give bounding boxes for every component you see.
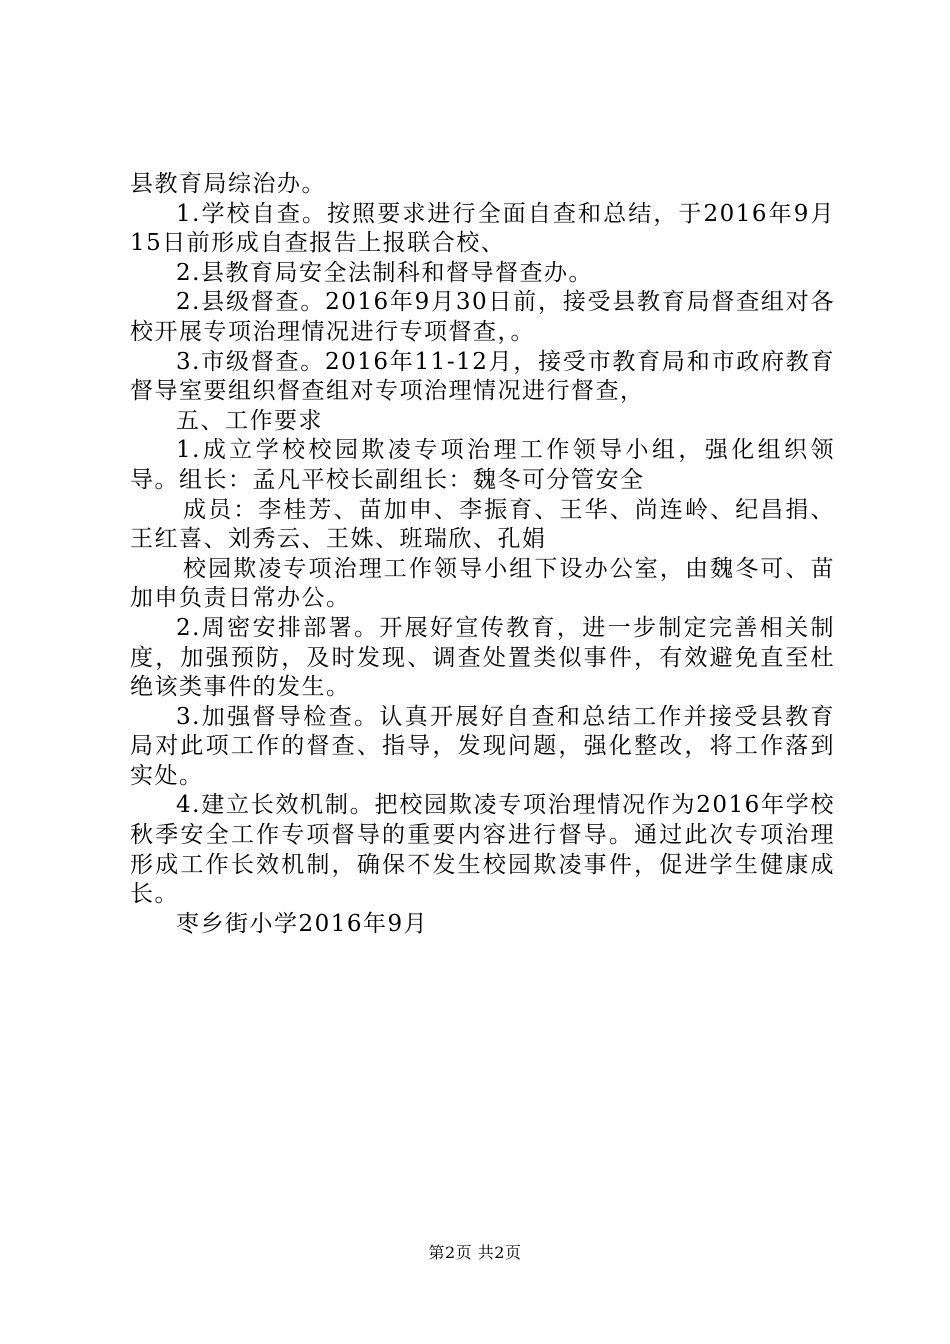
paragraph-leading-group: 1.成立学校校园欺凌专项治理工作领导小组，强化组织领导。组长：孟凡平校长副组长：魏冬可分管安全 <box>130 437 835 493</box>
paragraph-long-term-mechanism: 4.建立长效机制。把校园欺凌专项治理情况作为2016年学校秋季安全工作专项督导的重要内容进行督导。通过此次专项治理形成工作长效机制，确保不发生校园欺凌事件，促进学生健康成长。 <box>130 792 835 908</box>
paragraph-continuation: 县教育局综治办。 <box>130 171 326 197</box>
document-body <box>130 170 835 939</box>
section-heading-work-requirements: 五、工作要求 <box>176 407 323 434</box>
paragraph-city-inspection: 3.市级督查。2016年11-12月，接受市教育局和市政府教育督导室要组织督查组对专项治理情况进行督查， <box>130 348 835 405</box>
paragraph-supervision: 3.加强督导检查。认真开展好自查和总结工作并接受县教育局对此项工作的督查、指导，发现问题，强化整改，将工作落到实处。 <box>130 703 835 789</box>
paragraph-county-inspection: 2.县级督查。2016年9月30日前，接受县教育局督查组对各校开展专项治理情况进行专项督查，。 <box>130 289 835 345</box>
paragraph-office: 校园欺凌专项治理工作领导小组下设办公室，由魏冬可、苗加申负责日常办公。 <box>130 555 835 612</box>
signature-line: 枣乡街小学2016年9月 <box>176 910 429 937</box>
paragraph-members: 成员：李桂芳、苗加申、李振育、王华、尚连岭、纪昌捐、王红喜、刘秀云、王姝、班瑞欣、孔娟 <box>130 496 835 553</box>
page-number-footer: 第2页 共2页 <box>428 1243 522 1262</box>
paragraph-county-offices: 2.县教育局安全法制科和督导督查办。 <box>176 259 593 286</box>
paragraph-deployment: 2.周密安排部署。开展好宣传教育，进一步制定完善相关制度，加强预防，及时发现、调查处置类似事件，有效避免直至杜绝该类事件的发生。 <box>130 614 835 701</box>
paragraph-school-self-check: 1.学校自查。按照要求进行全面自查和总结，于2016年9月15日前形成自查报告上报联合校、 <box>130 200 835 257</box>
